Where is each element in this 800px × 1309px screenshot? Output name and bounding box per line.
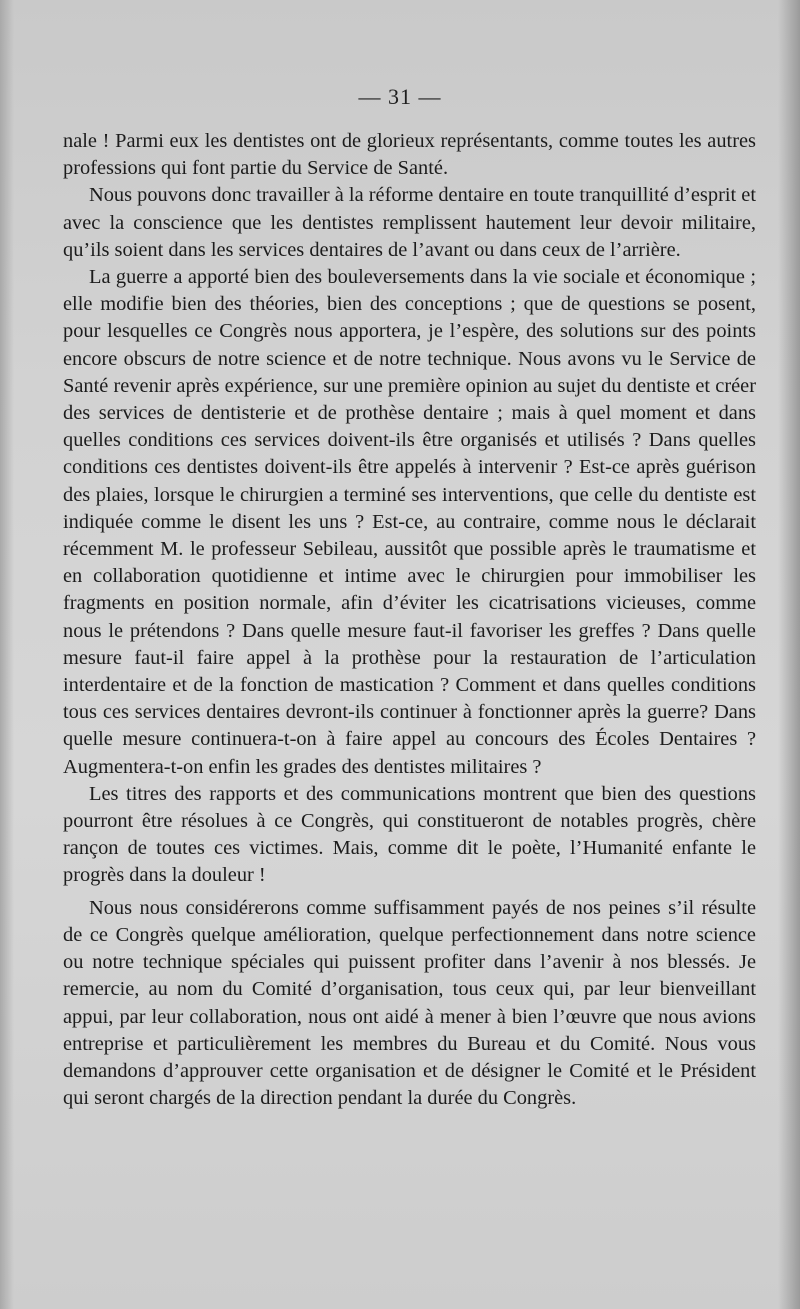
paragraph-1: nale ! Parmi eux les dentistes ont de glorieux représentants, comme toutes les autres professions qui font partie du Service de Santé.: [63, 130, 756, 180]
page-number: — 31 —: [358, 84, 442, 109]
paragraph-4: Les titres des rapports et des communications montrent que bien des questions pourront être résolues à ce Congrès, qui constitueront de notables progrès, chère rançon de toutes ces victimes. Mais, comme dit le poète, l’Humanité enfante le progrès dans la douleur !: [63, 782, 756, 887]
page-body: [63, 128, 756, 1112]
paragraph-2: Nous pouvons donc travailler à la réforme dentaire en toute tranquillité d’esprit et avec la conscience que les dentistes remplissent hautement leur devoir militaire, qu’ils soient dans les services dentaires de l’avant ou dans ceux de l’arrière.: [63, 184, 756, 261]
paragraph-5: Nous nous considérerons comme suffisamment payés de nos peines s’il résulte de ce Congrès quelque amélioration, quelque perfectionnement dans notre science ou notre technique spéciales qui puissent profiter dans l’avenir à nos blessés. Je remercie, au nom du Comité d’organisation, tous ceux qui, par leur bienveillant appui, par leur collaboration, nous ont aidé à mener à bien l’œuvre que nous avions entreprise et particulièrement les membres du Bureau et du Comité. Nous vous demandons d’approuver cette organisation et de désigner le Comité et le Président qui seront chargés de la direction pendant la durée du Congrès.: [63, 896, 756, 1110]
paragraph-3: La guerre a apporté bien des bouleversements dans la vie sociale et économique ; elle modifie bien des théories, bien des conceptions ; que de questions se posent, pour lesquelles ce Congrès nous apportera, je l’espère, des solutions sur des points encore obscurs de notre science et de notre technique. Nous avons vu le Service de Santé revenir après expérience, sur une première opinion au sujet du dentiste et créer des services de dentisterie et de prothèse dentaire ; mais à quel moment et dans quelles conditions ces services doivent-ils être organisés et utilisés ? Dans quelles conditions ces dentistes doivent-ils être appelés à intervenir ? Est-ce après guérison des plaies, lorsque le chirurgien a terminé ses interventions, que celle du dentiste est indiquée comme le disent les uns ? Est-ce, au contraire, comme nous le déclarait récemment M. le professeur Sebileau, aussitôt que possible après le traumatisme et en collaboration quotidienne et intime avec le chirurgien pour immobiliser les fragments en position normale, afin d’éviter les cicatrisations vicieuses, comme nous le prétendons ? Dans quelle mesure faut-il favoriser les greffes ? Dans quelle mesure faut-il faire appel à la prothèse pour la restauration de l’articulation interdentaire et de la fonction de mastication ? Comment et dans quelles conditions tous ces services dentaires devront-ils continuer à fonctionner après la guerre? Dans quelle mesure continuera-t-on à faire appel au concours des Écoles Dentaires ? Augmentera-t-on enfin les grades des dentistes militaires ?: [63, 266, 756, 778]
